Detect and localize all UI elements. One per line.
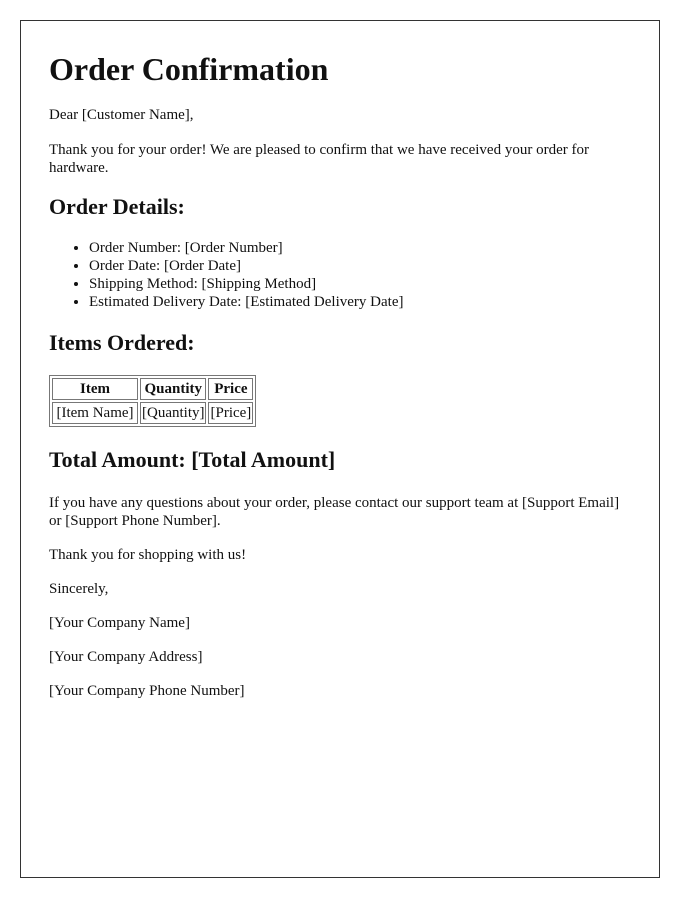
questions-paragraph: If you have any questions about your order, please contact our support team at [Support Email] or [Support Phone Number].	[49, 495, 620, 529]
closing-text: Sincerely,	[49, 581, 109, 597]
items-table	[49, 375, 256, 427]
table-header-row	[52, 378, 253, 400]
total-amount-heading: Total Amount: [Total Amount]	[49, 447, 336, 472]
page-title: Order Confirmation	[49, 51, 329, 87]
detail-order-date: • Order Date: [Order Date]	[89, 257, 631, 275]
header-price: Price	[208, 378, 253, 400]
letter-page	[20, 20, 660, 878]
thanks-text: Thank you for shopping with us!	[49, 547, 247, 563]
detail-shipping-method: • Shipping Method: [Shipping Method]	[89, 275, 631, 293]
cell-item-name: [Item Name]	[52, 402, 138, 424]
header-quantity: Quantity	[140, 378, 206, 400]
greeting-text: Dear [Customer Name],	[49, 107, 194, 123]
table-row	[52, 402, 253, 424]
detail-order-number: • Order Number: [Order Number]	[89, 239, 631, 257]
company-address: [Your Company Address]	[49, 649, 203, 665]
cell-price: [Price]	[208, 402, 253, 424]
cell-quantity: [Quantity]	[140, 402, 206, 424]
company-name: [Your Company Name]	[49, 615, 190, 631]
order-details-list	[49, 239, 631, 311]
company-phone: [Your Company Phone Number]	[49, 683, 245, 699]
detail-delivery-date: • Estimated Delivery Date: [Estimated Delivery Date]	[89, 293, 631, 311]
items-ordered-heading: Items Ordered:	[49, 330, 195, 355]
order-details-heading: Order Details:	[49, 194, 185, 219]
header-item: Item	[52, 378, 138, 400]
intro-paragraph: Thank you for your order! We are pleased to confirm that we have received your order for hardware.	[49, 142, 589, 176]
